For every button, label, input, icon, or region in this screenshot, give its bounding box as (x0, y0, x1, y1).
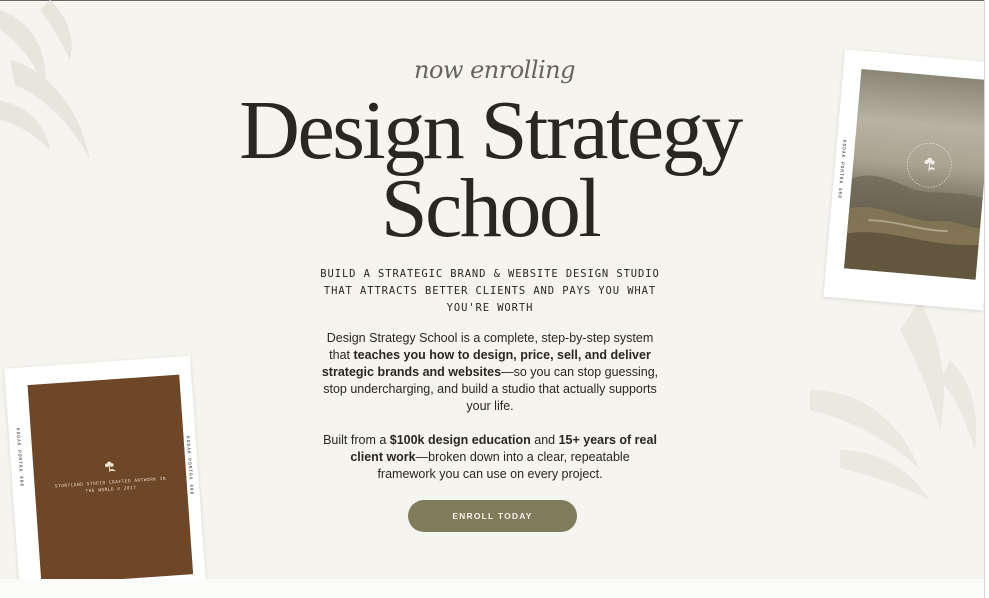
page-title-line-1: Design Strategy (239, 84, 741, 177)
window-scrollbar[interactable] (984, 0, 989, 598)
paragraph-1-intro: Design Strategy School is a complete, step-by-step system that (326, 331, 654, 362)
polaroid-card-right (823, 49, 989, 310)
description-paragraph-1 (320, 330, 660, 415)
film-label: KODAK PORTRA 400 (14, 427, 24, 488)
landscape-photo (844, 69, 989, 280)
bottom-section-edge (0, 579, 989, 598)
paragraph-2-bold-1: $100k design education (389, 433, 531, 447)
page-title-line-2: School (380, 162, 600, 255)
card-caption: STORYLAND STUDIO CRAFTED ARTWORK IN THE WORLD © 2017 (54, 476, 167, 495)
subtitle: BUILD A STRATEGIC BRAND & WEBSITE DESIGN STUDIO THAT ATTRACTS BETTER CLIENTS AND PAYS YOU WHAT YOU'RE WORTH (320, 268, 660, 314)
paragraph-1-bold: teaches you how to design, price, sell, and deliver strategic brands and websites (321, 348, 651, 379)
description-paragraph-2 (320, 432, 660, 483)
top-border (0, 0, 989, 1)
leaf-decoration-icon (800, 300, 985, 500)
paragraph-1-rest: —so you can stop guessing, stop undercharging, and build a studio that actually supports your life. (323, 365, 659, 413)
paragraph-2-rest: —broken down into a clear, repeatable framework you can use on every project. (377, 450, 630, 481)
card-photo (28, 375, 194, 585)
page-title (190, 84, 790, 255)
film-label: KODAK PORTRA 400 (836, 139, 847, 200)
enroll-button[interactable]: ENROLL TODAY (408, 500, 577, 532)
leaf-decoration-icon (0, 0, 110, 170)
paragraph-2-mid: and (530, 433, 559, 447)
film-label: KODAK PORTRA 400 (184, 436, 194, 496)
eyebrow-text: now enrolling (413, 56, 575, 84)
paragraph-2-intro: Built from a (323, 433, 390, 447)
paragraph-2-bold-2: 15+ years of real client work (350, 433, 657, 464)
flower-seal-icon (897, 133, 962, 198)
polaroid-card-left (4, 356, 205, 594)
